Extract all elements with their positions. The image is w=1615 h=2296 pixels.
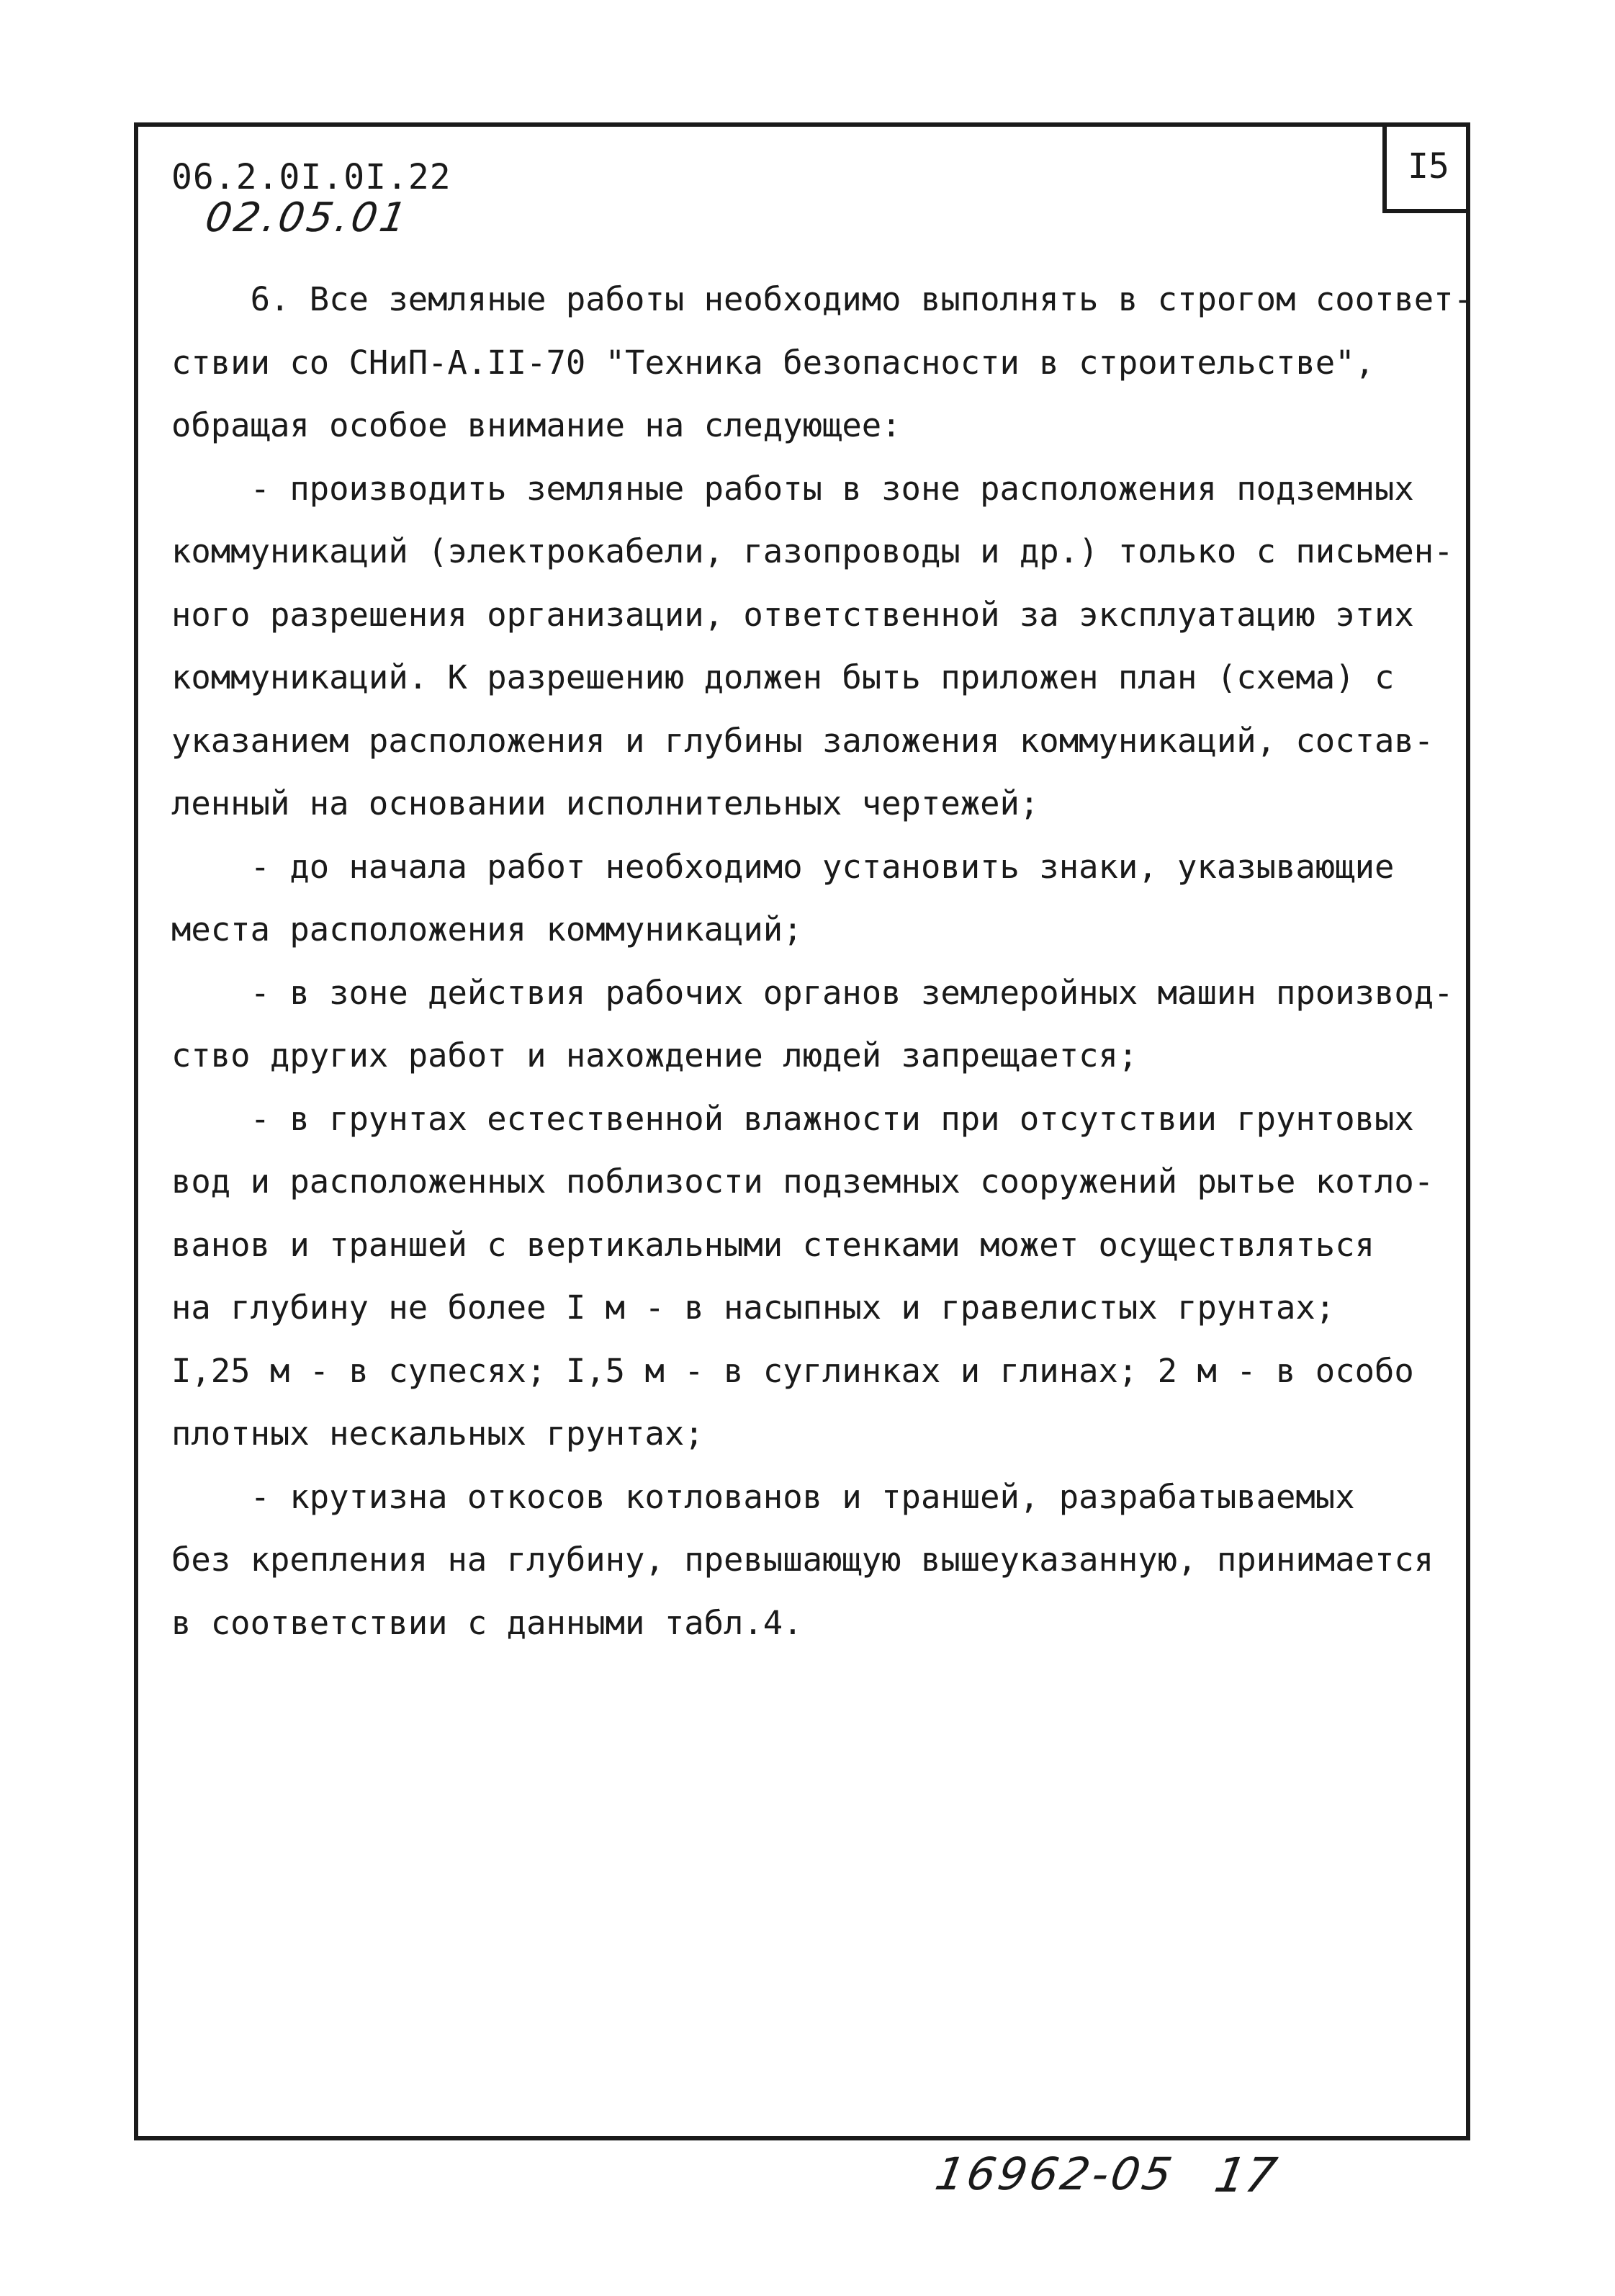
- text-line: указанием расположения и глубины заложения коммуникаций, состав-: [171, 721, 1434, 760]
- text-line: коммуникаций. К разрешению должен быть приложен план (схема) с: [171, 658, 1395, 696]
- text-line: ствии со СНиП-А.II-70 "Техника безопасности в строительстве",: [171, 343, 1375, 382]
- page-number: I5: [1382, 124, 1470, 213]
- text-line: ванов и траншей с вертикальными стенками может осуществляться: [171, 1225, 1375, 1264]
- body-text: [171, 268, 1473, 1654]
- text-line: - производить земляные работы в зоне расположения подземных: [171, 469, 1414, 508]
- text-line: вод и расположенных поблизости подземных сооружений рытье котло-: [171, 1162, 1434, 1201]
- document-code: 06.2.0I.0I.22: [171, 157, 451, 197]
- text-line: плотных нескальных грунтах;: [171, 1414, 704, 1453]
- text-line: - в грунтах естественной влажности при отсутствии грунтовых: [171, 1099, 1414, 1138]
- footer-handwritten-code: 16962-05: [931, 2148, 1179, 2200]
- text-line: - в зоне действия рабочих органов землеройных машин производ-: [171, 973, 1454, 1012]
- text-line: в соответствии с данными табл.4.: [171, 1603, 803, 1642]
- text-line: ленный на основании исполнительных чертежей;: [171, 784, 1040, 822]
- text-line: - до начала работ необходимо установить знаки, указывающие: [171, 847, 1395, 886]
- text-line: ного разрешения организации, ответственной за эксплуатацию этих: [171, 595, 1414, 634]
- handwritten-code: 02.05.01: [202, 194, 413, 241]
- text-line: без крепления на глубину, превышающую вышеуказанную, принимается: [171, 1541, 1434, 1579]
- text-line: 6. Все земляные работы необходимо выполнять в строгом соответ-: [171, 280, 1473, 318]
- text-line: на глубину не более I м - в насыпных и гравелистых грунтах;: [171, 1288, 1336, 1327]
- text-line: коммуникаций (электрокабели, газопроводы и др.) только с письмен-: [171, 532, 1454, 570]
- text-line: места расположения коммуникаций;: [171, 910, 803, 949]
- text-line: ство других работ и нахождение людей запрещается;: [171, 1036, 1138, 1075]
- footer-sheet-number: 17: [1210, 2148, 1281, 2203]
- text-line: обращая особое внимание на следующее:: [171, 406, 901, 444]
- text-line: - крутизна откосов котлованов и траншей, разрабатываемых: [171, 1477, 1355, 1516]
- text-line: I,25 м - в супесях; I,5 м - в суглинках и глинах; 2 м - в особо: [171, 1351, 1414, 1390]
